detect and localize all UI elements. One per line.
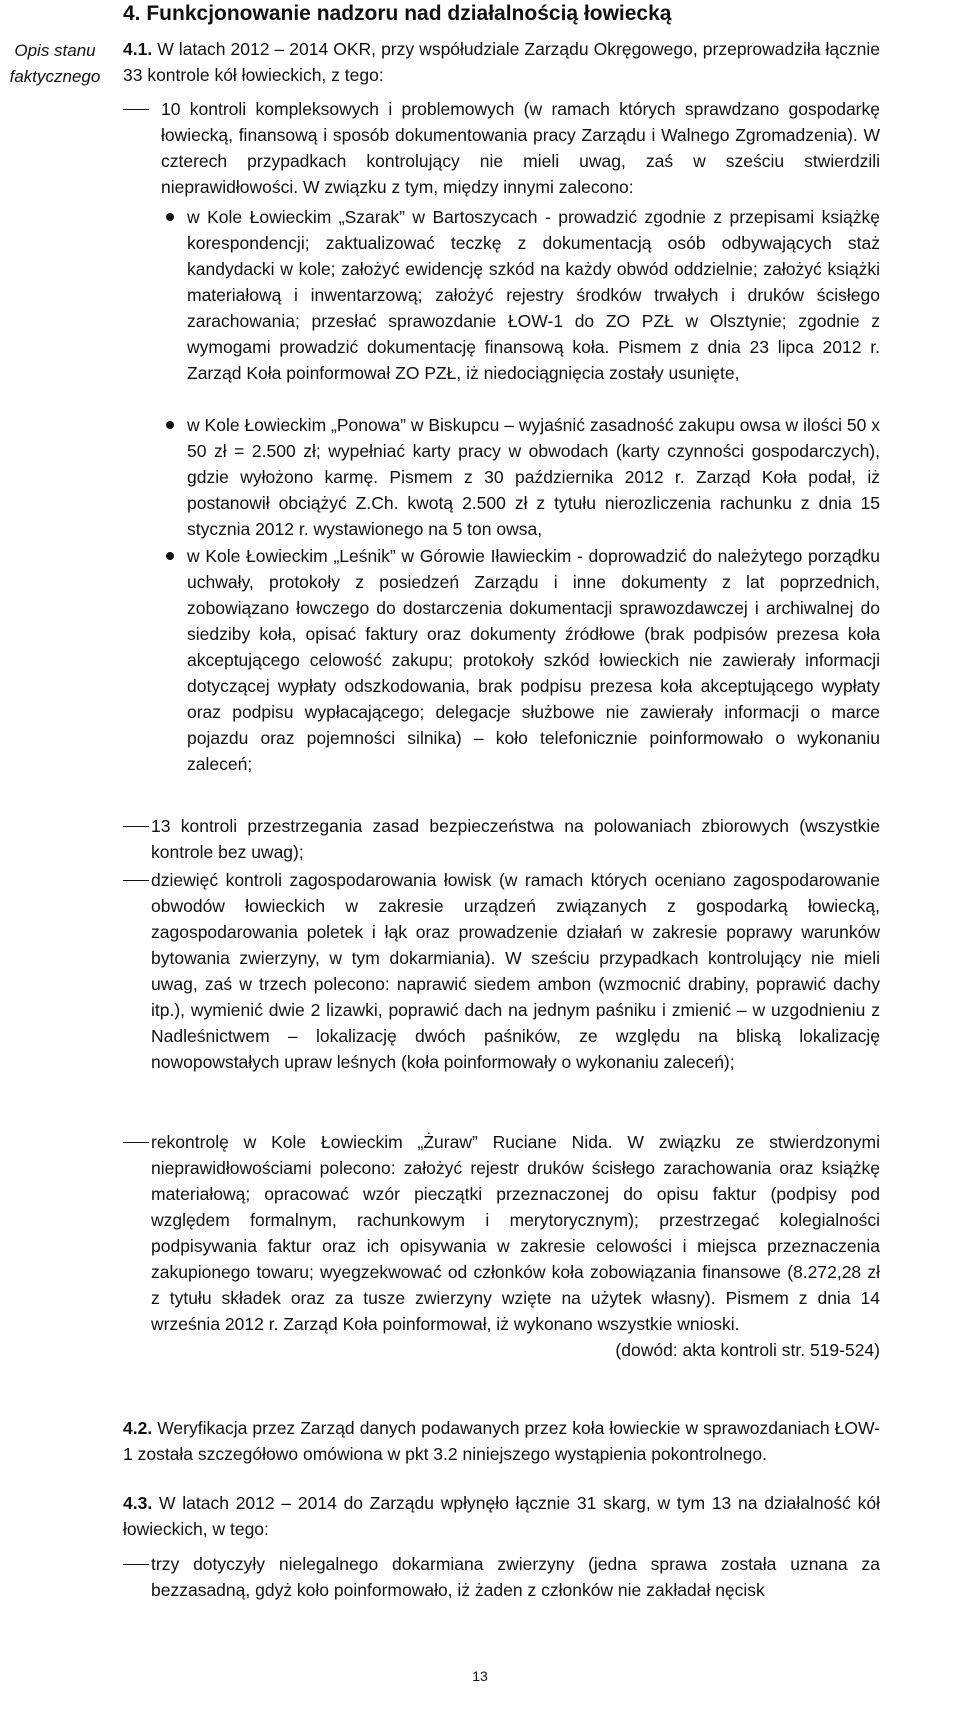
margin-note-line1: Opis stanu [14, 41, 96, 60]
dash-marker [123, 826, 149, 827]
list-item-bezpieczenstwo: 13 kontroli przestrzegania zasad bezpieczeństwa na polowaniach zbiorowych (wszystkie kontrole bez uwag); [151, 816, 880, 862]
margin-note-line2: faktycznego [9, 67, 101, 86]
dash-marker [123, 109, 149, 110]
paragraph-number: 4.1. [123, 39, 153, 59]
list-item-kompleksowe: 10 kontroli kompleksowych i problemowych (w ramach których sprawdzano gospodarkę łowiecką, finansową i sposób dokumentowania pracy Zarządu i Walnego Zgromadzenia). W czterech przypadkach kontrolujący nie mieli uwag, zaś w sześciu stwierdzili nieprawidłowości. W związku z tym, między innymi zalecono: [161, 99, 880, 197]
dash-marker [123, 880, 149, 881]
paragraph-4-3 [123, 1490, 880, 1542]
dash-marker [123, 1142, 149, 1143]
evidence-note: (dowód: akta kontroli str. 519-524) [615, 1340, 880, 1360]
margin-note [0, 38, 110, 90]
bullet-item-ponowa: w Kole Łowieckim „Ponowa” w Biskupcu – wyjaśnić zasadność zakupu owsa w ilości 50 x 50 zł = 2.500 zł; wypełniać karty pracy w obwodach (karty czynności gospodarczych), gdzie wyłożono karmę. Pismem z 30 października 2012 r. Zarząd Koła podał, iż postanowił obciążyć Z.Ch. kwotą 2.500 zł z tytułu nierozliczenia rachunku z dnia 15 stycznia 2012 r. wystawionego na 5 ton owsa, [187, 415, 880, 539]
paragraph-4-2 [123, 1415, 880, 1467]
bullet-marker [166, 213, 174, 221]
list-item-lowiska: dziewięć kontroli zagospodarowania łowisk (w ramach których oceniano zagospodarowanie obwodów łowieckich w zakresie urządzeń związanych z gospodarką łowiecką, zagospodarowania poletek i łąk oraz prowadzenie działań w zakresie poprawy warunków bytowania zwierzyny, w tym dokarmiania). W sześciu przypadkach kontrolujący nie mieli uwag, zaś w trzech polecono: naprawić siedem ambon (wzmocnić drabiny, poprawić dachy itp.), wymienić dwie 2 lizawki, poprawić dach na jednym paśniku i zmienić – w uzgodnieniu z Nadleśnictwem – lokalizację dwóch paśników, ze względu na bliską lokalizację nowopowstałych upraw leśnych (koła poinformowały o wykonaniu zaleceń); [151, 870, 880, 1072]
bullet-marker [166, 552, 174, 560]
paragraph-4-1 [123, 36, 880, 88]
section-heading: 4. Funkcjonowanie nadzoru nad działalnością łowiecką [123, 2, 672, 25]
rekontrola-text: rekontrolę w Kole Łowieckim „Żuraw” Ruciane Nida. W związku ze stwierdzonymi nieprawidłowościami polecono: założyć rejestr druków ścisłego zarachowania oraz książkę materiałową; opracować wzór pieczątki przeznaczonej do opisu faktur (podpisy pod względem formalnym, rachunkowym i merytorycznym); przestrzegać kolegialności podpisywania faktur oraz ich opisywania w zakresie celowości i miejsca przeznaczenia zakupionego towaru; wyegzekwować od członków koła zobowiązania finansowe (8.272,28 zł z tytułu składek oraz za tusze zwierzyny wzięte na użytek własny). Pismem z dnia 14 września 2012 r. Zarząd Koła poinformował, iż wykonano wszystkie wnioski. [151, 1132, 880, 1334]
paragraph-text: Weryfikacja przez Zarząd danych podawanych przez koła łowieckie w sprawozdaniach ŁOW-1 została szczegółowo omówiona w pkt 3.2 niniejszego wystąpienia pokontrolnego. [123, 1418, 880, 1464]
list-item-rekontrola [151, 1129, 880, 1363]
list-item-skargi: trzy dotyczyły nielegalnego dokarmiana zwierzyny (jedna sprawa została uznana za bezzasadną, gdyż koło poinformowało, iż żaden z członków nie zakładał nęcisk [151, 1554, 880, 1600]
paragraph-text: W latach 2012 – 2014 do Zarządu wpłynęło łącznie 31 skarg, w tym 13 na działalność kół łowieckich, w tego: [123, 1493, 880, 1539]
paragraph-text: W latach 2012 – 2014 OKR, przy współudziale Zarządu Okręgowego, przeprowadziła łącznie 33 kontrole kół łowieckich, z tego: [123, 39, 880, 85]
bullet-item-lesnik: w Kole Łowieckim „Leśnik” w Górowie Iławieckim - doprowadzić do należytego porządku uchwały, protokoły z posiedzeń Zarządu i inne dokumenty z lat poprzednich, zobowiązano łowczego do dostarczenia dokumentacji sprawozdawczej i archiwalnej do siedziby koła, opisać faktury oraz dokumenty źródłowe (brak podpisów prezesa koła akceptującego celowość zakupu; protokoły szkód łowieckich nie zawierały informacji dotyczącej wypłaty odszkodowania, brak podpisu prezesa koła akceptującego wypłaty oraz podpisu wypłacającego; delegacje służbowe nie zawierały informacji o marce pojazdu oraz pojemności silnika) – koło telefonicznie poinformowało o wykonaniu zaleceń; [187, 546, 880, 774]
bullet-marker [166, 421, 174, 429]
page-number: 13 [472, 1668, 488, 1684]
bullet-item-szarak: w Kole Łowieckim „Szarak” w Bartoszycach - prowadzić zgodnie z przepisami książkę korespondencji; zaktualizować teczkę z dokumentacją osób odbywających staż kandydacki w kole; założyć ewidencję szkód na każdy obwód oddzielnie; założyć książki materiałową i inwentarzową; założyć rejestry środków trwałych i druków ścisłego zarachowania; przesłać sprawozdanie ŁOW-1 do ZO PZŁ w Olsztynie; zgodnie z wymogami prowadzić dokumentację finansową koła. Pismem z dnia 23 lipca 2012 r. Zarząd Koła poinformował ZO PZŁ, iż niedociągnięcia zostały usunięte, [187, 207, 880, 383]
dash-marker [123, 1564, 149, 1565]
paragraph-number: 4.3. [123, 1493, 153, 1513]
paragraph-number: 4.2. [123, 1418, 153, 1438]
